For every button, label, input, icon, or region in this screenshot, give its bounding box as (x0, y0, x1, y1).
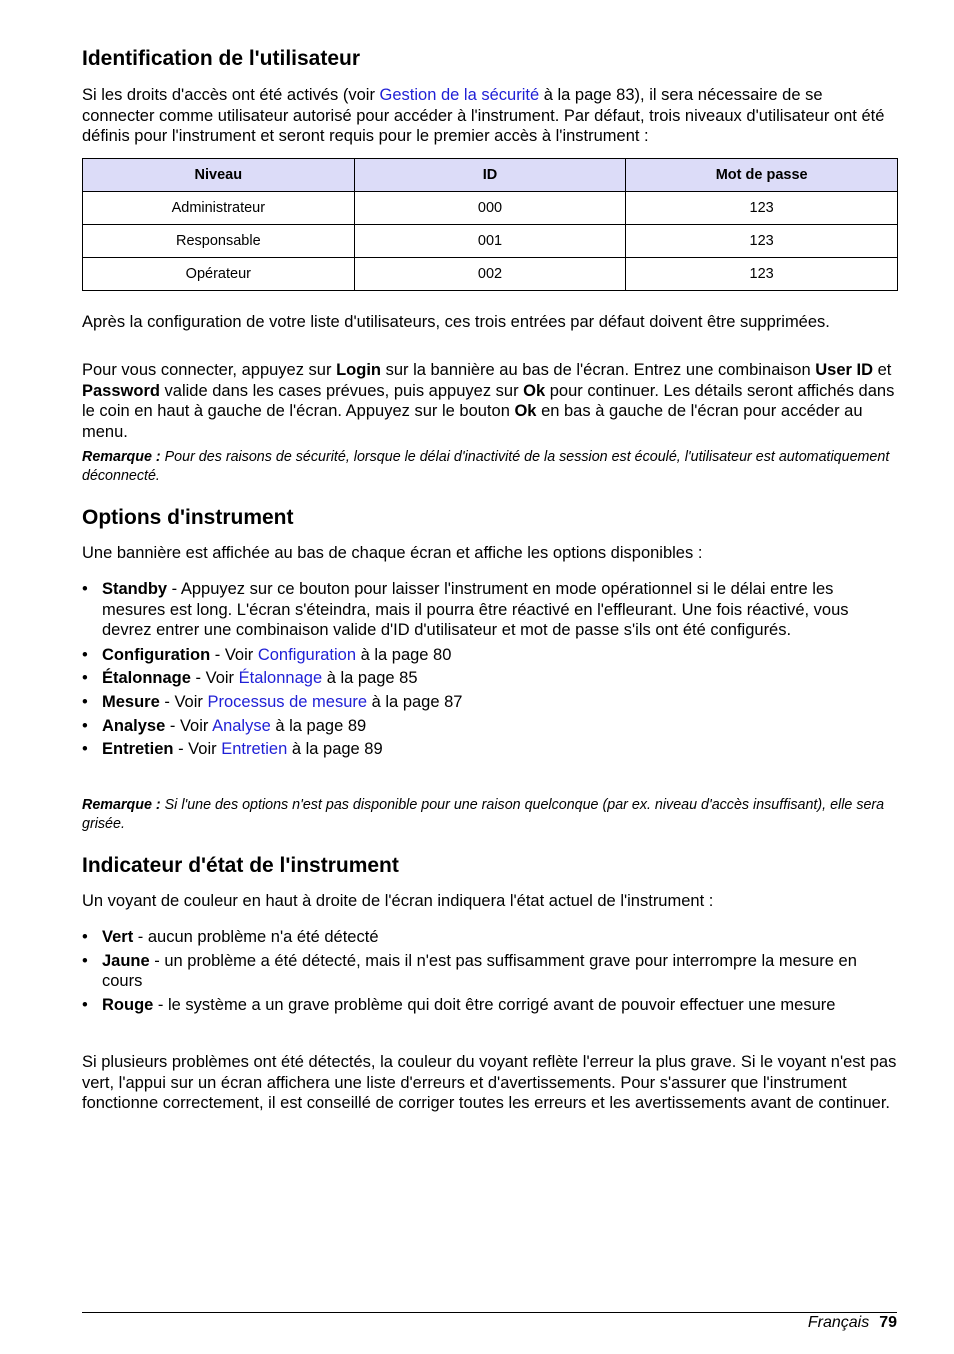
bullet-icon: • (82, 580, 88, 598)
table-cell: 123 (626, 258, 898, 291)
status-outro-paragraph: Si plusieurs problèmes ont été détectés, la couleur du voyant reflète l'erreur la plus grave. Si le voyant n'est pas vert, l'appui sur un écran affichera une liste d'erreurs et d'avertissements. Pour s'assurer que l'instrument fonctionne correctement, il est conseillé de corriger toutes les erreurs et les avertissements avant de continuer. (82, 1053, 897, 1113)
table-cell: 000 (354, 192, 626, 225)
table-cell: 002 (354, 258, 626, 291)
options-list (82, 579, 897, 760)
table-cell: 123 (626, 192, 898, 225)
bullet-icon: • (82, 928, 88, 946)
footer-divider (82, 1312, 897, 1313)
table-row (83, 225, 898, 258)
bullet-icon: • (82, 669, 88, 688)
default-users-table (82, 158, 897, 291)
table-header-row (83, 159, 898, 192)
list-item-standby: • Standby - Appuyez sur ce bouton pour laisser l'instrument en mode opérationnel si le délai entre les mesures est long. L'écran s'éteindra, mais il pourra être réactivé en l'effleurant. Une fois réactivé, vous devrez entrer une combinaison valide d'ID d'utilisateur et mot de passe s'ils ont été configurés. (82, 580, 849, 640)
table-cell: Opérateur (83, 258, 355, 291)
link-analysis[interactable]: Analyse (212, 716, 271, 735)
link-maintenance[interactable]: Entretien (221, 740, 288, 759)
bullet-icon: • (82, 995, 88, 1014)
section-title-status-indicator: Indicateur d'état de l'instrument (82, 854, 399, 877)
page-number: 79 (879, 1314, 897, 1331)
table-cell: Administrateur (83, 192, 355, 225)
bullet-icon: • (82, 951, 88, 970)
link-calibration[interactable]: Étalonnage (238, 669, 323, 688)
options-intro-paragraph: Une bannière est affichée au bas de chaque écran et affiche les options disponibles : (82, 544, 703, 562)
table-cell: Responsable (83, 225, 355, 258)
list-item-red: • Rouge - le système a un grave problème qui doit être corrigé avant de pouvoir effectuer une mesure (82, 995, 836, 1014)
list-item-green: • Vert - aucun problème n'a été détecté (82, 928, 379, 946)
table-cell: 123 (626, 225, 898, 258)
list-item-yellow: • Jaune - un problème a été détecté, mais il n'est pas suffisamment grave pour interrompre la mesure en cours (82, 951, 857, 991)
access-rights-paragraph: Si les droits d'accès ont été activés (voir Gestion de la sécurité à la page 83), il sera nécessaire de se connecter comme utilisateur autorisé pour accéder à l'instrument. Par défaut, trois niveaux d'utilisateur ont été définis pour l'instrument et seront requis pour le premier accès à l'instrument : (82, 86, 885, 146)
note-session-timeout: Remarque : Pour des raisons de sécurité, lorsque le délai d'inactivité de la session est écoulé, l'utilisateur est automatiquement déconnecté. (82, 449, 890, 484)
list-item-calibration: • Étalonnage - Voir Étalonnage à la page 85 (82, 669, 418, 688)
delete-defaults-paragraph: Après la configuration de votre liste d'utilisateurs, ces trois entrées par défaut doivent être supprimées. (82, 313, 830, 331)
table-row (83, 192, 898, 225)
bullet-icon: • (82, 740, 88, 759)
status-intro-paragraph: Un voyant de couleur en haut à droite de l'écran indiquera l'état actuel de l'instrument : (82, 892, 714, 910)
table-cell: 001 (354, 225, 626, 258)
link-measurement-process[interactable]: Processus de mesure (207, 692, 368, 711)
column-header-password: Mot de passe (626, 159, 898, 192)
link-security-management[interactable]: Gestion de la sécurité (379, 86, 540, 104)
login-instructions-paragraph: Pour vous connecter, appuyez sur Login sur la bannière au bas de l'écran. Entrez une combinaison User ID et Password valide dans les cases prévues, puis appuyez sur Ok pour continuer. Les détails seront affichés dans le coin en haut à gauche de l'écran. Appuyez sur le bouton Ok en bas à gauche de l'écran pour accéder au menu. (82, 361, 895, 441)
list-item-maintenance: • Entretien - Voir Entretien à la page 89 (82, 740, 383, 759)
section-title-instrument-options: Options d'instrument (82, 506, 294, 529)
column-header-id: ID (354, 159, 626, 192)
bullet-icon: • (82, 716, 88, 735)
bullet-icon: • (82, 645, 88, 664)
column-header-level: Niveau (83, 159, 355, 192)
list-item-analysis: • Analyse - Voir Analyse à la page 89 (82, 716, 367, 735)
link-configuration[interactable]: Configuration (257, 645, 356, 664)
section-title-user-identification: Identification de l'utilisateur (82, 47, 361, 70)
table-row (83, 258, 898, 291)
footer-language: Français (807, 1314, 870, 1331)
page-footer (808, 1313, 897, 1333)
list-item-measurement: • Mesure - Voir Processus de mesure à la page 87 (82, 692, 463, 711)
list-item-configuration: • Configuration - Voir Configuration à la page 80 (82, 645, 452, 664)
bullet-icon: • (82, 692, 88, 711)
note-greyed-options: Remarque : Si l'une des options n'est pas disponible pour une raison quelconque (par ex. niveau d'accès insuffisant), elle sera grisée. (82, 797, 885, 832)
status-list (82, 927, 897, 1015)
